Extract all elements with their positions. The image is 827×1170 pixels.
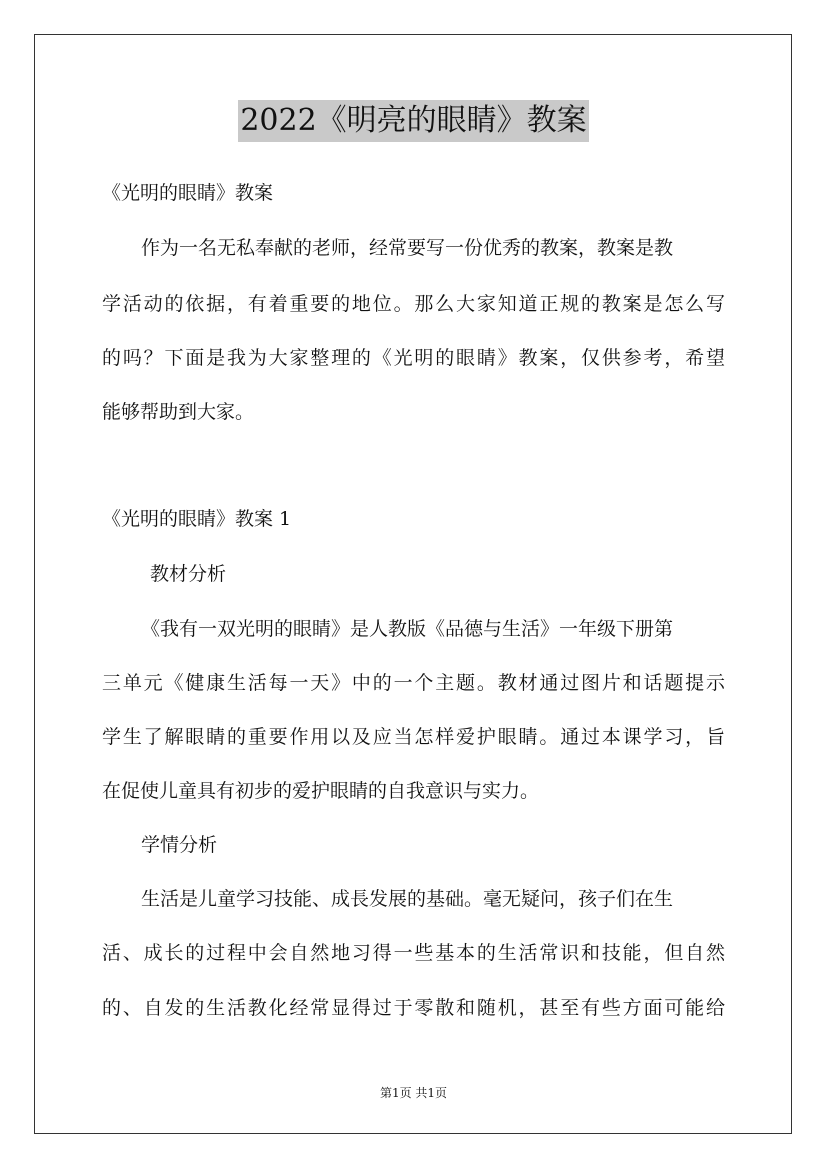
material-paragraph-line: 《我有一双光明的眼睛》是人教版《品德与生活》一年级下册第 xyxy=(141,618,674,640)
intro-paragraph-line: 作为一名无私奉献的老师，经常要写一份优秀的教案，教案是教 xyxy=(141,237,674,259)
student-paragraph-line: 活、成长的过程中会自然地习得一些基本的生活常识和技能，但自然 xyxy=(102,942,725,964)
document-title: 2022《明亮的眼睛》教案 xyxy=(238,100,588,142)
student-paragraph-line: 的、自发的生活教化经常显得过于零散和随机，甚至有些方面可能给 xyxy=(102,997,725,1019)
heading-material-analysis: 教材分析 xyxy=(150,563,227,585)
material-paragraph-line: 在促使儿童具有初步的爱护眼睛的自我意识与实力。 xyxy=(102,780,540,802)
intro-paragraph-line: 能够帮助到大家。 xyxy=(102,401,255,423)
page-footer: 第1页 共1页 xyxy=(379,1086,448,1100)
intro-paragraph-line: 学活动的依据，有着重要的地位。那么大家知道正规的教案是怎么写 xyxy=(102,293,725,315)
material-paragraph-line: 学生了解眼睛的重要作用以及应当怎样爱护眼睛。通过本课学习，旨 xyxy=(102,726,725,748)
subtitle: 《光明的眼睛》教案 xyxy=(102,182,274,204)
material-paragraph-line: 三单元《健康生活每一天》中的一个主题。教材通过图片和话题提示 xyxy=(102,672,725,694)
intro-paragraph-line: 的吗？下面是我为大家整理的《光明的眼睛》教案，仅供参考，希望 xyxy=(102,347,725,369)
heading-student-analysis: 学情分析 xyxy=(141,834,218,856)
section-title: 《光明的眼睛》教案 1 xyxy=(102,508,292,530)
student-paragraph-line: 生活是儿童学习技能、成長发展的基础。毫无疑问，孩子们在生 xyxy=(141,888,674,910)
